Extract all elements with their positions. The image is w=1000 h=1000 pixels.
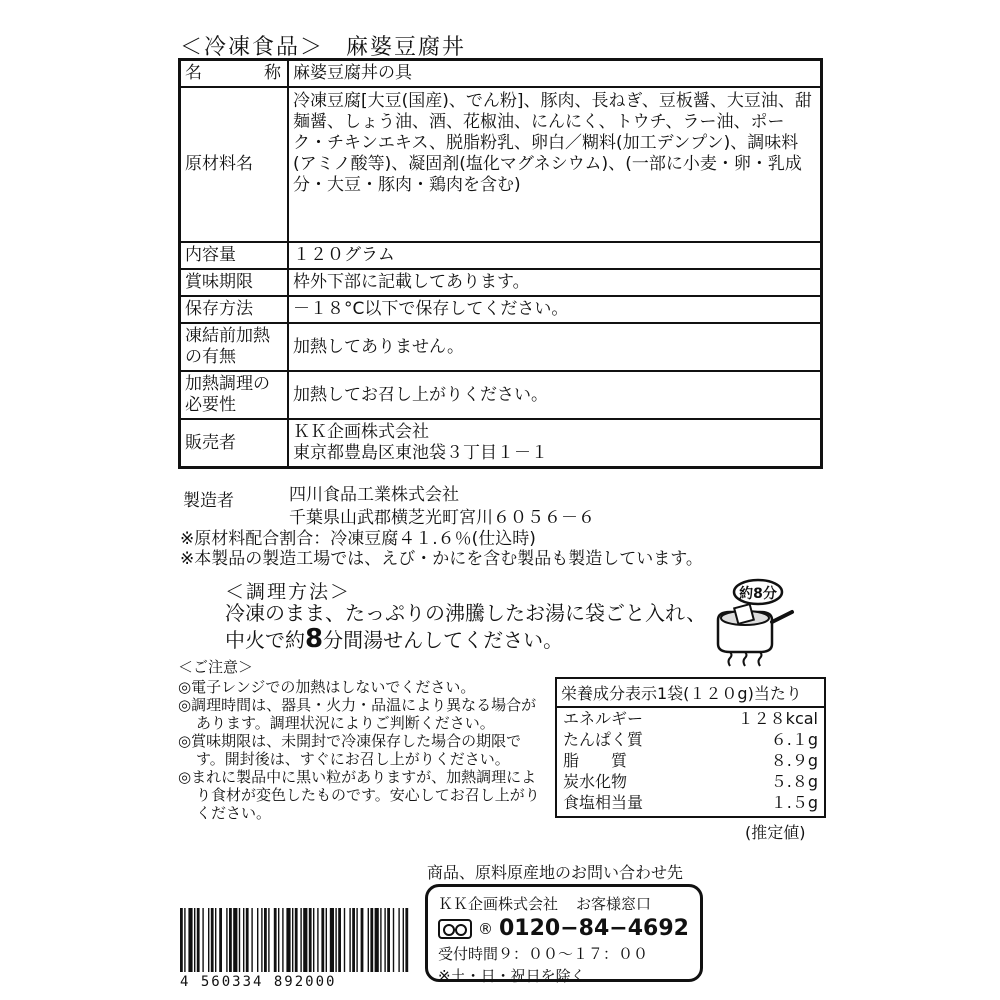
- barcode-bar: [338, 908, 341, 972]
- storage-label: 保存方法: [180, 296, 289, 323]
- barcode-bar: [356, 908, 357, 972]
- content-label: 内容量: [180, 242, 289, 269]
- product-name: 麻婆豆腐丼: [346, 35, 467, 60]
- barcode-bar: [352, 908, 355, 972]
- spec-row-name: [180, 60, 822, 88]
- flame-3: [759, 652, 762, 666]
- method-text-b: 分間湯せんしてください。: [323, 628, 564, 652]
- expiry-value: 枠外下部に記載してあります。: [288, 269, 822, 296]
- barcode-bar: [188, 908, 192, 972]
- pot-badge-text: 約8分: [739, 586, 777, 602]
- barcode-bar: [202, 908, 203, 972]
- barcode-bar: [261, 908, 262, 972]
- spec-row-expiry: [180, 269, 822, 296]
- spec-row-seller: [180, 419, 822, 468]
- method-heading: ＜調理方法＞: [225, 581, 352, 603]
- barcode-bar: [303, 908, 307, 972]
- barcode-bar: [274, 908, 277, 972]
- nutrient-value: ５.８g: [770, 772, 818, 791]
- barcode-bar: [208, 908, 209, 972]
- barcode-bar: [405, 908, 408, 972]
- barcode-bar: [330, 908, 334, 972]
- barcode-bar: [309, 908, 312, 972]
- cook-label-line1: 加熱調理の: [185, 374, 270, 394]
- barcode-bar: [403, 908, 404, 972]
- barcode-bar: [239, 908, 240, 972]
- nutrient-value: ８.９g: [770, 751, 818, 770]
- ingredients-label: 原材料名: [180, 87, 289, 242]
- ingredients-value: 冷凍豆腐[大豆(国産)、でん粉]、豚肉、長ねぎ、豆板醤、大豆油、甜麺醤、しょう油、酒、花椒油、にんにく、トウチ、ラー油、ポーク・チキンエキス、脱脂粉乳、卵白／糊料(加工デンプン)、調味料(アミノ酸等)、凝固剤(塩化マグネシウム)、(一部に小麦・卵・乳成分・大豆・豚肉・鶏肉を含む): [288, 87, 822, 242]
- barcode-bar: [246, 908, 249, 972]
- seller-address: 東京都豊島区東池袋３丁目１－１: [293, 443, 548, 463]
- barcode-bar: [335, 908, 336, 972]
- preheat-label-line1: 凍結前加熱: [185, 326, 270, 346]
- barcode-bar: [211, 908, 214, 972]
- barcode-bar: [233, 908, 237, 972]
- nutrient-value: ６.１g: [770, 730, 818, 749]
- category-label: ＜冷凍食品＞: [180, 35, 325, 60]
- inquiry-closed: ※土・日・祝日を除く: [438, 967, 586, 985]
- barcode-bar: [197, 908, 200, 972]
- barcode-bar: [317, 908, 318, 972]
- pot-handle: [772, 612, 792, 622]
- barcode-bar: [300, 908, 301, 972]
- barcode-bar: [380, 908, 381, 972]
- inquiry-phone: 0120−84−4692: [499, 916, 689, 941]
- caution-item-black-particles: ◎まれに製品中に黒い粒がありますが、加熱調理により食材が変色したものです。安心してお召し上がりください。: [178, 768, 540, 822]
- preheat-label: [180, 323, 289, 371]
- pot-pouch: [734, 604, 754, 624]
- inquiry-company-row: [438, 893, 690, 914]
- barcode-bar: [393, 908, 394, 972]
- barcode-bar: [398, 908, 399, 972]
- caution-item-microwave: ◎電子レンジでの加熱はしないでください。: [178, 678, 476, 696]
- expiry-label: 賞味期限: [180, 269, 289, 296]
- nutrient-name: エネルギー: [563, 709, 644, 728]
- barcode-bar: [278, 908, 279, 972]
- inquiry-company: ＫＫ企画株式会社: [438, 895, 559, 913]
- boiling-pot-icon: [700, 572, 800, 672]
- spec-row-storage: [180, 296, 822, 323]
- barcode-bar: [264, 908, 267, 972]
- barcode-bar: [282, 908, 283, 972]
- flame-1: [729, 652, 732, 666]
- caution-item-cook-time: ◎調理時間は、器具・火力・品温により異なる場合があります。調理状況によりご判断ください。: [178, 696, 537, 732]
- nutrient-name: 脂 質: [563, 751, 628, 770]
- name-label-char-1: 名: [185, 63, 202, 83]
- barcode-bar: [368, 908, 369, 972]
- manufacturer-label: 製造者: [183, 491, 234, 511]
- barcode-bar: [375, 908, 379, 972]
- cook-label: [180, 371, 289, 419]
- nutrition-row: [557, 771, 824, 792]
- registered-mark-icon: ®: [478, 919, 493, 938]
- spec-row-content: [180, 242, 822, 269]
- barcode-bar: [219, 908, 222, 972]
- barcode-bar: [215, 908, 216, 972]
- barcode-bar: [257, 908, 258, 972]
- cook-label-line2: 必要性: [185, 395, 236, 415]
- barcode: [178, 908, 410, 990]
- barcode-bar: [226, 908, 227, 972]
- barcode-bar: [326, 908, 327, 972]
- nutrition-row: [557, 750, 824, 771]
- seller-name: ＫＫ企画株式会社: [293, 422, 429, 442]
- method-text-a: 冷凍のまま、たっぷりの沸騰したお湯に袋ごと入れ、中火で約: [225, 601, 707, 652]
- barcode-bars: [178, 908, 410, 972]
- nutrition-row: [557, 708, 824, 729]
- free-dial-icon: [438, 919, 472, 939]
- inquiry-hours: 受付時間９：００～１７：００: [438, 945, 649, 963]
- inquiry-box: [425, 884, 703, 985]
- name-label-char-2: 称: [264, 63, 281, 83]
- method-minutes: 8: [305, 624, 324, 654]
- nutrition-row: [557, 792, 824, 816]
- nutrient-name: たんぱく質: [563, 730, 644, 749]
- barcode-bar: [361, 908, 364, 972]
- barcode-bar: [344, 908, 345, 972]
- barcode-bar: [384, 908, 385, 972]
- barcode-bar: [286, 908, 290, 972]
- flame-2: [744, 652, 747, 666]
- barcode-bar: [313, 908, 314, 972]
- manufacturer-address: 千葉県山武郡横芝光町宮川６０５６－６: [289, 508, 595, 528]
- preheat-label-line2: の有無: [185, 347, 236, 367]
- caution-block: [178, 658, 548, 822]
- seller-label: 販売者: [180, 419, 289, 468]
- caution-item-expiry: ◎賞味期限は、未開封で冷凍保存した場合の期限です。開封後は、すぐにお召し上がりください。: [178, 732, 522, 768]
- barcode-bar: [184, 908, 185, 972]
- cook-value: 加熱してお召し上がりください。: [288, 371, 822, 419]
- spec-table: [178, 58, 823, 469]
- barcode-number: 4 560334 892000: [180, 974, 337, 990]
- seller-value: [288, 419, 822, 468]
- nutrient-name: 食塩相当量: [563, 793, 644, 812]
- barcode-bar: [370, 908, 373, 972]
- notes-block: [180, 529, 703, 569]
- name-label-text: [185, 63, 281, 84]
- barcode-bar: [349, 908, 350, 972]
- barcode-bar: [229, 908, 232, 972]
- note-ratio: ※原材料配合割合：冷凍豆腐４１.６％(仕込時): [180, 529, 536, 549]
- note-allergen-facility: ※本製品の製造工場では、えび・かにを含む製品も製造しています。: [180, 549, 703, 569]
- inquiry-heading: 商品、原料原産地のお問い合わせ先: [427, 863, 684, 882]
- inquiry-phone-row: [438, 916, 690, 941]
- barcode-bar: [268, 908, 269, 972]
- product-title: [180, 30, 466, 61]
- manufacturer-name: 四川食品工業株式会社: [289, 485, 459, 505]
- preheat-value: 加熱してありません。: [288, 323, 822, 371]
- content-value: １２０グラム: [288, 242, 822, 269]
- manufacturer-value: [289, 484, 595, 530]
- nutrient-value: １.５g: [770, 793, 818, 812]
- inquiry-desk: お客様窓口: [576, 895, 652, 913]
- barcode-bar: [243, 908, 244, 972]
- caution-heading: ＜ご注意＞: [178, 658, 254, 676]
- nutrition-heading: 栄養成分表示1袋(１２０g)当たり: [557, 679, 824, 708]
- spec-row-ingredients: [180, 87, 822, 242]
- barcode-bar: [321, 908, 324, 972]
- barcode-bar: [387, 908, 390, 972]
- barcode-bar: [194, 908, 195, 972]
- name-label: [180, 60, 289, 88]
- spec-row-preheat: [180, 323, 822, 371]
- nutrient-value: １２８kcal: [737, 709, 818, 728]
- nutrition-table: [555, 677, 826, 818]
- spec-row-cook: [180, 371, 822, 419]
- barcode-bar: [251, 908, 252, 972]
- nutrition-estimate-note: (推定値): [745, 823, 806, 842]
- nutrient-name: 炭水化物: [563, 772, 628, 791]
- name-value: 麻婆豆腐丼の具: [288, 60, 822, 88]
- barcode-bar: [295, 908, 298, 972]
- nutrition-row: [557, 729, 824, 750]
- method-text: [225, 600, 715, 653]
- barcode-bar: [292, 908, 293, 972]
- storage-value: －１８°C以下で保存してください。: [288, 296, 822, 323]
- barcode-bar: [180, 908, 183, 972]
